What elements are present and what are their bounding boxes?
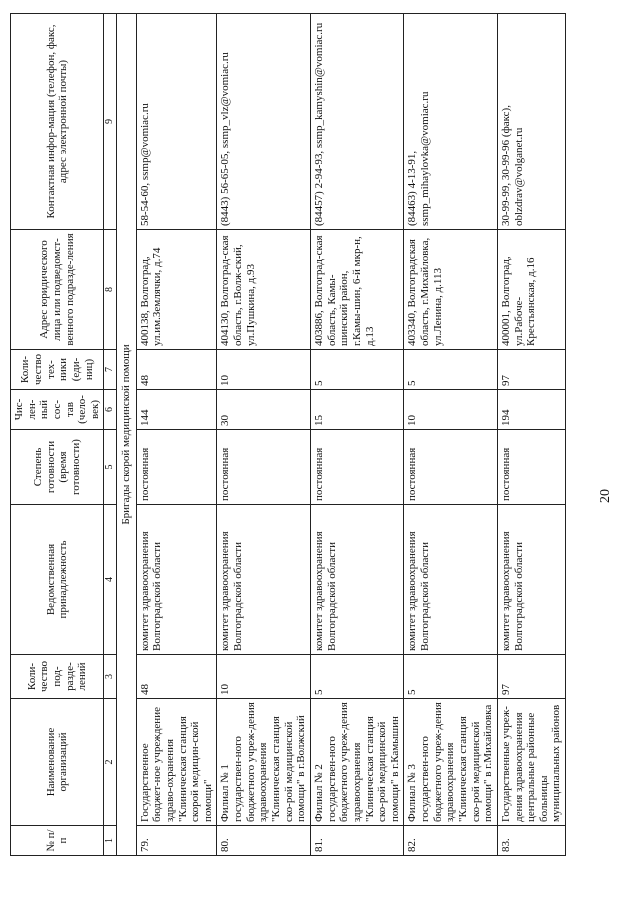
equipment-count: 48: [136, 350, 217, 390]
contact-info: (8443) 56-65-05, ssmp_vlz@vomiac.ru: [217, 14, 310, 230]
unit-count: 5: [404, 655, 497, 699]
table-row: [497, 14, 565, 856]
organization-name: Государственное бюджет-ное учреждение здраво-охранения "Клиническая станция скорой медицин-ской помощи": [136, 699, 217, 826]
table-row: [310, 14, 403, 856]
staff-count: 194: [497, 390, 565, 430]
column-number: 9: [104, 14, 117, 230]
column-number: 8: [104, 230, 117, 350]
department: комитет здравоохранения Волгоградской области: [217, 505, 310, 655]
readiness: постоянная: [404, 430, 497, 505]
organization-name: Государственные учреж-дения здравоохранения центральные районные больницы муниципальных районов: [497, 699, 565, 826]
section-row: [116, 14, 136, 856]
equipment-count: 5: [404, 350, 497, 390]
organizations-table: [10, 13, 566, 856]
equipment-count: 97: [497, 350, 565, 390]
contact-info: 58-54-60, ssmp@vomiac.ru: [136, 14, 217, 230]
organization-name: Филиал № 1 государствен-ного бюджетного учреж-дения здравоохранения "Клиническая станция ско-рой медицинской помощи" в г.Волжский: [217, 699, 310, 826]
table-row: [217, 14, 310, 856]
row-number: 81.: [310, 826, 403, 856]
staff-count: 10: [404, 390, 497, 430]
row-number: 80.: [217, 826, 310, 856]
staff-count: 144: [136, 390, 217, 430]
address: 404130, Волгоград-ская область, г.Волж-ский, ул.Пушкина, д.93: [217, 230, 310, 350]
header-cell: Наименование организаций: [11, 699, 104, 826]
header-cell: № п/п: [11, 826, 104, 856]
equipment-count: 10: [217, 350, 310, 390]
unit-count: 5: [310, 655, 403, 699]
readiness: постоянная: [136, 430, 217, 505]
readiness: постоянная: [310, 430, 403, 505]
department: комитет здравоохранения Волгоградской области: [404, 505, 497, 655]
header-cell: Адрес юридического лица или подведомст-венного подразде-ления: [11, 230, 104, 350]
address: 403340, Волгоградская область, г.Михайловка, ул.Ленина, д.113: [404, 230, 497, 350]
table-row: [404, 14, 497, 856]
department: комитет здравоохранения Волгоградской области: [310, 505, 403, 655]
header-cell: Контактная инфор-мация (телефон, факс, адрес электронной почты): [11, 14, 104, 230]
column-number: 7: [104, 350, 117, 390]
header-cell: Коли-чество тех-ники (еди-ниц): [11, 350, 104, 390]
row-number: 79.: [136, 826, 217, 856]
equipment-count: 5: [310, 350, 403, 390]
column-number: 3: [104, 655, 117, 699]
section-title: Бригады скорой медицинской помощи: [116, 14, 136, 856]
column-number: 4: [104, 505, 117, 655]
header-cell: Коли-чество под-разде-лений: [11, 655, 104, 699]
readiness: постоянная: [217, 430, 310, 505]
department: комитет здравоохранения Волгоградской области: [136, 505, 217, 655]
header-cell: Степень готовности (время готовности): [11, 430, 104, 505]
readiness: постоянная: [497, 430, 565, 505]
column-number: 6: [104, 390, 117, 430]
header-cell: Ведомственная принадлежность: [11, 505, 104, 655]
contact-info: 30-99-99, 30-99-96 (факс), oblzdrav@volganet.ru: [497, 14, 565, 230]
department: комитет здравоохранения Волгоградской области: [497, 505, 565, 655]
organization-name: Филиал № 2 государствен-ного бюджетного учреж-дения здравоохранения "Клиническая станция ско-рой медицинской помощи" в г.Камышин: [310, 699, 403, 826]
staff-count: 30: [217, 390, 310, 430]
address: 403886, Волгоград-ская область, Камы-шинский район, г.Камы-шин, 6-й мкр-н, д.13: [310, 230, 403, 350]
contact-info: (84457) 2-94-93, ssmp_kamyshin@vomiac.ru: [310, 14, 403, 230]
column-number: 5: [104, 430, 117, 505]
organization-name: Филиал № 3 государствен-ного бюджетного учреж-дения здравоохранения "Клиническая станция ско-рой медицинской помощи" в г.Михайловка: [404, 699, 497, 826]
table-row: [136, 14, 217, 856]
column-number: 2: [104, 699, 117, 826]
header-cell: Чис-лен-ный сос-тав (чело-век): [11, 390, 104, 430]
row-number: 82.: [404, 826, 497, 856]
header-row: [11, 14, 104, 856]
unit-count: 97: [497, 655, 565, 699]
address: 400001, Волгоград, ул.Рабоче-Крестьянская, д.16: [497, 230, 565, 350]
column-number-row: [104, 14, 117, 856]
row-number: 83.: [497, 826, 565, 856]
page-number: 20: [598, 489, 613, 503]
contact-info: (84463) 4-13-91, ssmp_mihaylovka@vomiac.ru: [404, 14, 497, 230]
unit-count: 10: [217, 655, 310, 699]
unit-count: 48: [136, 655, 217, 699]
address: 400138, Волгоград, ул.им.Землячки, д.74: [136, 230, 217, 350]
staff-count: 15: [310, 390, 403, 430]
column-number: 1: [104, 826, 117, 856]
